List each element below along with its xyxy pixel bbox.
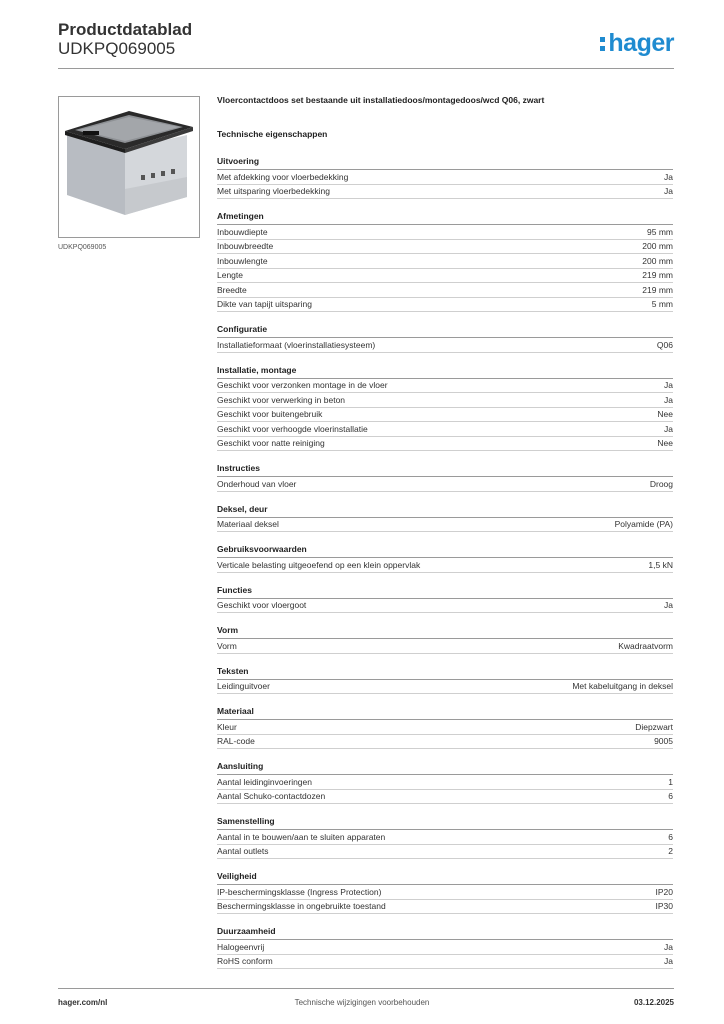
spec-row: [217, 338, 673, 353]
section-title: Configuratie: [217, 324, 673, 338]
spec-row: [217, 885, 673, 900]
logo-mark-icon: [600, 35, 605, 53]
footer-website: hager.com/nl: [58, 998, 108, 1007]
spec-value: Ja: [664, 186, 673, 196]
spec-label: Leidinguitvoer: [217, 681, 270, 691]
spec-section: [217, 926, 673, 969]
spec-label: Installatieformaat (vloerinstallatiesysteem): [217, 339, 376, 350]
spec-row: [217, 940, 673, 955]
spec-value: 219 mm: [642, 270, 673, 280]
floor-box-icon: [59, 97, 199, 237]
section-title: Teksten: [217, 666, 673, 680]
spec-value: Nee: [657, 438, 673, 448]
spec-row: [217, 225, 673, 240]
spec-row: [217, 269, 673, 284]
page-header: [58, 20, 674, 70]
spec-sections: [217, 156, 673, 969]
spec-value: Diepzwart: [635, 721, 673, 732]
document-title: Productdatablad: [58, 20, 193, 39]
spec-row: [217, 254, 673, 269]
spec-label: Breedte: [217, 284, 247, 295]
section-title: Gebruiksvoorwaarden: [217, 544, 673, 558]
spec-value: Ja: [664, 171, 673, 182]
footer-date: 03.12.2025: [633, 998, 674, 1007]
spec-value: 1,5 kN: [648, 559, 673, 570]
spec-row: [217, 422, 673, 437]
section-title: Uitvoering: [217, 156, 673, 170]
spec-label: Met afdekking voor vloerbedekking: [217, 171, 349, 182]
spec-value: Nee: [657, 409, 673, 419]
spec-label: Vorm: [217, 640, 237, 651]
spec-row: [217, 639, 673, 654]
spec-value: IP20: [655, 886, 673, 897]
section-title: Materiaal: [217, 706, 673, 720]
spec-value: 95 mm: [647, 226, 673, 237]
header-divider: [58, 68, 674, 69]
spec-section: [217, 666, 673, 695]
spec-label: Met uitsparing vloerbedekking: [217, 186, 330, 196]
spec-section: [217, 544, 673, 573]
spec-value: 2: [668, 846, 673, 856]
spec-row: [217, 518, 673, 533]
spec-label: Kleur: [217, 721, 237, 732]
spec-section: [217, 816, 673, 859]
spec-row: [217, 477, 673, 492]
spec-value: 6: [668, 791, 673, 801]
spec-section: [217, 156, 673, 199]
spec-row: [217, 775, 673, 790]
spec-value: Polyamide (PA): [614, 519, 673, 529]
spec-label: Aantal in te bouwen/aan te sluiten apparaten: [217, 831, 386, 842]
spec-value: IP30: [655, 901, 673, 911]
spec-label: RAL-code: [217, 736, 255, 746]
spec-row: [217, 900, 673, 915]
spec-value: 200 mm: [642, 255, 673, 266]
spec-value: Met kabeluitgang in deksel: [572, 681, 673, 691]
spec-label: Geschikt voor verzonken montage in de vloer: [217, 380, 388, 390]
spec-row: [217, 437, 673, 452]
spec-row: [217, 298, 673, 313]
spec-label: Inbouwbreedte: [217, 241, 274, 251]
spec-label: RoHS conform: [217, 956, 273, 966]
spec-row: [217, 845, 673, 860]
logo-text: hager: [608, 29, 674, 57]
spec-value: Q06: [656, 339, 673, 350]
section-title: Vorm: [217, 625, 673, 639]
spec-value: Droog: [649, 478, 673, 489]
section-title: Aansluiting: [217, 761, 673, 775]
spec-section: [217, 706, 673, 749]
spec-label: Inbouwdiepte: [217, 226, 268, 237]
section-title: Instructies: [217, 463, 673, 477]
spec-row: [217, 408, 673, 423]
technical-properties-heading: Technische eigenschappen: [217, 129, 328, 139]
spec-row: [217, 955, 673, 970]
spec-label: Onderhoud van vloer: [217, 478, 297, 489]
spec-label: Aantal leidinginvoeringen: [217, 776, 312, 787]
spec-value: 1: [668, 776, 673, 787]
spec-section: [217, 761, 673, 804]
spec-value: Kwadraatvorm: [618, 640, 673, 651]
spec-section: [217, 365, 673, 452]
spec-label: Lengte: [217, 270, 243, 280]
spec-section: [217, 871, 673, 914]
spec-section: [217, 585, 673, 614]
spec-row: [217, 599, 673, 614]
footer-divider: [58, 988, 674, 989]
spec-label: IP-beschermingsklasse (Ingress Protection): [217, 886, 382, 897]
spec-section: [217, 463, 673, 492]
spec-value: 5 mm: [651, 299, 673, 309]
spec-section: [217, 211, 673, 312]
footer-notice: Technische wijzigingen voorbehouden: [294, 998, 430, 1007]
spec-value: Ja: [664, 380, 673, 390]
section-title: Installatie, montage: [217, 365, 673, 379]
spec-label: Materiaal deksel: [217, 519, 279, 529]
spec-row: [217, 170, 673, 185]
section-title: Functies: [217, 585, 673, 599]
spec-row: [217, 283, 673, 298]
spec-label: Inbouwlengte: [217, 255, 268, 266]
section-title: Veiligheid: [217, 871, 673, 885]
spec-row: [217, 720, 673, 735]
product-description: Vloercontactdoos set bestaande uit installatiedoos/montagedoos/wcd Q06, zwart: [217, 95, 545, 105]
spec-row: [217, 240, 673, 255]
section-title: Deksel, deur: [217, 504, 673, 518]
spec-label: Geschikt voor vloergoot: [217, 600, 307, 610]
spec-label: Geschikt voor verwerking in beton: [217, 394, 346, 405]
spec-value: Ja: [664, 423, 673, 434]
spec-value: 9005: [654, 736, 673, 746]
section-title: Duurzaamheid: [217, 926, 673, 940]
product-code: UDKPQ069005: [58, 39, 176, 58]
spec-value: Ja: [664, 394, 673, 405]
section-title: Samenstelling: [217, 816, 673, 830]
spec-label: Geschikt voor verhoogde vloerinstallatie: [217, 423, 368, 434]
spec-label: Geschikt voor buitengebruik: [217, 409, 323, 419]
spec-row: [217, 558, 673, 573]
product-image: [58, 96, 200, 238]
spec-label: Aantal outlets: [217, 846, 269, 856]
spec-row: [217, 185, 673, 200]
hager-logo: [600, 29, 674, 58]
spec-row: [217, 830, 673, 845]
spec-label: Beschermingsklasse in ongebruikte toestand: [217, 901, 386, 911]
spec-value: 200 mm: [642, 241, 673, 251]
spec-value: Ja: [664, 956, 673, 966]
spec-row: [217, 735, 673, 750]
spec-row: [217, 790, 673, 805]
spec-value: 219 mm: [642, 284, 673, 295]
spec-row: [217, 393, 673, 408]
spec-label: Dikte van tapijt uitsparing: [217, 299, 312, 309]
spec-content: [217, 95, 673, 969]
spec-label: Geschikt voor natte reiniging: [217, 438, 325, 448]
spec-label: Verticale belasting uitgeoefend op een klein oppervlak: [217, 559, 421, 570]
spec-value: Ja: [664, 941, 673, 952]
spec-section: [217, 324, 673, 353]
spec-value: 6: [668, 831, 673, 842]
product-image-caption: UDKPQ069005: [58, 244, 107, 251]
spec-label: Aantal Schuko-contactdozen: [217, 791, 326, 801]
section-title: Afmetingen: [217, 211, 673, 225]
spec-row: [217, 680, 673, 695]
spec-section: [217, 504, 673, 533]
spec-label: Halogeenvrij: [217, 941, 265, 952]
spec-section: [217, 625, 673, 654]
spec-value: Ja: [664, 600, 673, 610]
spec-row: [217, 379, 673, 394]
